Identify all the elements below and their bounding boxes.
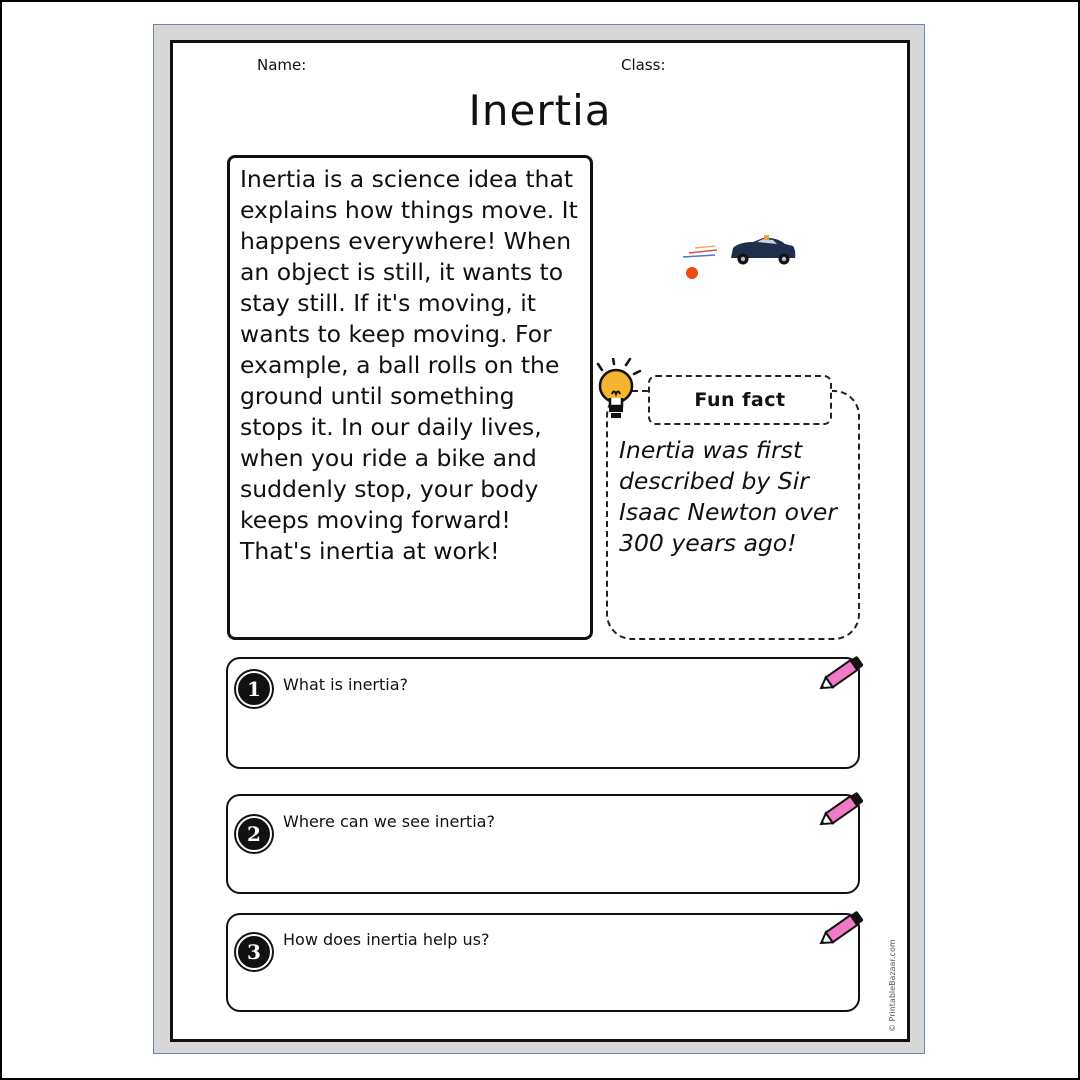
pencil-icon bbox=[818, 787, 870, 829]
motion-line bbox=[689, 250, 717, 253]
page-title: Inertia bbox=[468, 86, 612, 135]
question-text: How does inertia help us? bbox=[283, 930, 490, 949]
passage-box bbox=[227, 155, 593, 640]
question-text: What is inertia? bbox=[283, 675, 409, 694]
question-number-badge: 2 bbox=[236, 816, 272, 852]
lightbulb-icon bbox=[592, 358, 644, 426]
fun-fact-text: Inertia was first described by Sir Isaac Newton over 300 years ago! bbox=[619, 436, 837, 557]
answer-box-3[interactable] bbox=[226, 913, 860, 1012]
copyright-text: © PrintableBazaar.com bbox=[888, 939, 897, 1032]
pencil-icon bbox=[818, 651, 870, 693]
car-icon bbox=[731, 235, 795, 265]
motion-line bbox=[683, 255, 715, 257]
question-number-badge: 1 bbox=[236, 671, 272, 707]
car-illustration bbox=[645, 160, 835, 345]
question-text: Where can we see inertia? bbox=[283, 812, 495, 831]
pencil-icon bbox=[818, 906, 870, 948]
name-label: Name: bbox=[257, 56, 307, 74]
motion-line bbox=[695, 246, 715, 248]
ball-icon bbox=[686, 267, 698, 279]
question-number-badge: 3 bbox=[236, 934, 272, 970]
answer-box-1[interactable] bbox=[226, 657, 860, 769]
passage-text: Inertia is a science idea that explains how things move. It happens everywhere! When an object is still, it wants to stay still. If it's moving, it wants to keep moving. For example, a ball rolls on the ground until something stops it. In our daily lives, when you ride a bike and suddenly stop, your body keeps moving forward! That's inertia at work! bbox=[240, 165, 578, 565]
fun-fact-heading: Fun fact bbox=[648, 375, 832, 425]
class-label: Class: bbox=[621, 56, 666, 74]
answer-box-2[interactable] bbox=[226, 794, 860, 894]
